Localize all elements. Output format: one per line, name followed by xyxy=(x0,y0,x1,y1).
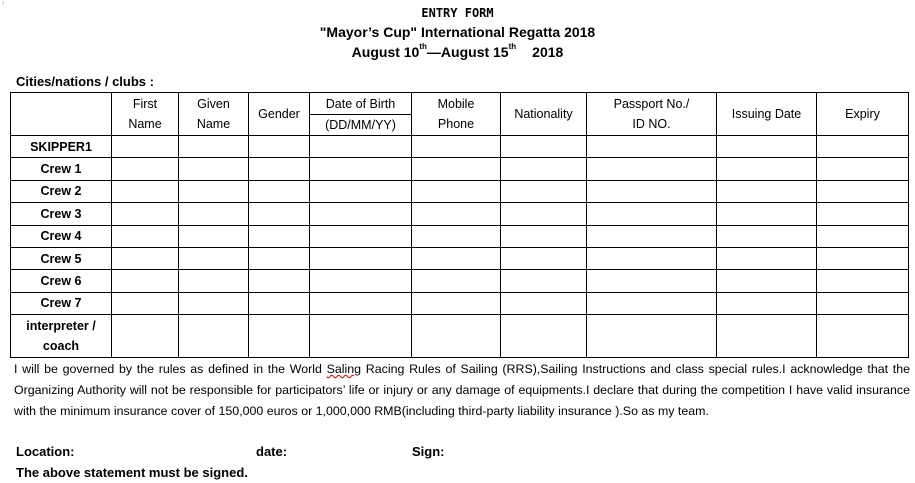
cities-label: Cities/nations / clubs : xyxy=(16,74,154,89)
entry-table xyxy=(10,92,909,358)
location-label: Location: xyxy=(16,444,75,459)
input-cell[interactable] xyxy=(501,225,587,247)
event-name: "Mayor’s Cup" International Regatta 2018 xyxy=(319,24,596,40)
input-cell[interactable] xyxy=(112,136,179,158)
input-cell[interactable] xyxy=(112,225,179,247)
input-cell[interactable] xyxy=(249,225,310,247)
input-cell[interactable] xyxy=(587,158,717,180)
input-cell[interactable] xyxy=(249,158,310,180)
row-label-crew-3: Crew 3 xyxy=(11,203,112,225)
input-cell[interactable] xyxy=(112,203,179,225)
table-header-row xyxy=(11,93,909,136)
date-label: date: xyxy=(256,444,288,459)
row-label-crew-5: Crew 5 xyxy=(11,247,112,269)
input-cell[interactable] xyxy=(310,180,412,202)
input-cell[interactable] xyxy=(112,315,179,358)
form-title: ENTRY FORM xyxy=(421,6,494,20)
row-label-crew-4: Crew 4 xyxy=(11,225,112,247)
row-label-crew-1: Crew 1 xyxy=(11,158,112,180)
input-cell[interactable] xyxy=(412,203,501,225)
input-cell[interactable] xyxy=(412,315,501,358)
header-first-name: First Name xyxy=(112,93,179,136)
input-cell[interactable] xyxy=(587,315,717,358)
input-cell[interactable] xyxy=(179,180,249,202)
table-row xyxy=(11,247,909,269)
input-cell[interactable] xyxy=(179,158,249,180)
header-gender: Gender xyxy=(249,93,310,136)
input-cell[interactable] xyxy=(310,315,412,358)
input-cell[interactable] xyxy=(501,270,587,292)
table-row xyxy=(11,292,909,314)
input-cell[interactable] xyxy=(249,203,310,225)
input-cell[interactable] xyxy=(310,136,412,158)
input-cell[interactable] xyxy=(249,136,310,158)
input-cell[interactable] xyxy=(817,315,909,358)
input-cell[interactable] xyxy=(112,270,179,292)
input-cell[interactable] xyxy=(310,158,412,180)
input-cell[interactable] xyxy=(717,203,817,225)
input-cell[interactable] xyxy=(412,225,501,247)
input-cell[interactable] xyxy=(817,247,909,269)
input-cell[interactable] xyxy=(817,136,909,158)
end-date: August 15 xyxy=(440,44,509,60)
input-cell[interactable] xyxy=(112,247,179,269)
table-row xyxy=(11,180,909,202)
input-cell[interactable] xyxy=(717,158,817,180)
date-dash: — xyxy=(426,44,441,60)
input-cell[interactable] xyxy=(817,270,909,292)
input-cell[interactable] xyxy=(587,203,717,225)
input-cell[interactable] xyxy=(412,247,501,269)
input-cell[interactable] xyxy=(310,247,412,269)
input-cell[interactable] xyxy=(817,225,909,247)
table-row xyxy=(11,158,909,180)
header-mobile-phone: Mobile Phone xyxy=(412,93,501,136)
header-cell-blank xyxy=(11,93,112,136)
input-cell[interactable] xyxy=(717,292,817,314)
input-cell[interactable] xyxy=(501,315,587,358)
misspelled-word: Saling xyxy=(326,362,362,376)
input-cell[interactable] xyxy=(249,247,310,269)
row-label-interpreter-coach: interpreter / coach xyxy=(11,315,112,358)
input-cell[interactable] xyxy=(249,270,310,292)
header-passport-no: Passport No./ ID NO. xyxy=(587,93,717,136)
input-cell[interactable] xyxy=(587,247,717,269)
corner-mark: ı xyxy=(2,0,4,7)
input-cell[interactable] xyxy=(310,270,412,292)
input-cell[interactable] xyxy=(501,136,587,158)
input-cell[interactable] xyxy=(717,225,817,247)
event-dates xyxy=(0,44,915,60)
input-cell[interactable] xyxy=(179,270,249,292)
input-cell[interactable] xyxy=(412,270,501,292)
input-cell[interactable] xyxy=(817,158,909,180)
input-cell[interactable] xyxy=(412,158,501,180)
input-cell[interactable] xyxy=(587,225,717,247)
table-row xyxy=(11,270,909,292)
input-cell[interactable] xyxy=(501,292,587,314)
table-row xyxy=(11,136,909,158)
input-cell[interactable] xyxy=(717,247,817,269)
input-cell[interactable] xyxy=(501,180,587,202)
input-cell[interactable] xyxy=(179,292,249,314)
input-cell[interactable] xyxy=(587,270,717,292)
input-cell[interactable] xyxy=(587,180,717,202)
input-cell[interactable] xyxy=(587,136,717,158)
row-label-skipper1: SKIPPER1 xyxy=(11,136,112,158)
table-row xyxy=(11,225,909,247)
input-cell[interactable] xyxy=(817,180,909,202)
input-cell[interactable] xyxy=(310,225,412,247)
input-cell[interactable] xyxy=(249,180,310,202)
input-cell[interactable] xyxy=(179,225,249,247)
event-year: 2018 xyxy=(532,44,564,60)
input-cell[interactable] xyxy=(112,180,179,202)
input-cell[interactable] xyxy=(717,315,817,358)
input-cell[interactable] xyxy=(249,292,310,314)
row-label-crew-7: Crew 7 xyxy=(11,292,112,314)
header-issuing-date: Issuing Date xyxy=(717,93,817,136)
table-row xyxy=(11,315,909,358)
header-nationality: Nationality xyxy=(501,93,587,136)
input-cell[interactable] xyxy=(249,315,310,358)
input-cell[interactable] xyxy=(501,247,587,269)
header-expiry: Expiry xyxy=(817,93,909,136)
end-date-suffix: th xyxy=(508,42,517,51)
row-label-crew-6: Crew 6 xyxy=(11,270,112,292)
header-given-name: Given Name xyxy=(179,93,249,136)
input-cell[interactable] xyxy=(179,203,249,225)
input-cell[interactable] xyxy=(501,158,587,180)
input-cell[interactable] xyxy=(717,270,817,292)
input-cell[interactable] xyxy=(179,315,249,358)
input-cell[interactable] xyxy=(179,247,249,269)
start-date: August 10 xyxy=(351,44,420,60)
input-cell[interactable] xyxy=(412,292,501,314)
input-cell[interactable] xyxy=(587,292,717,314)
input-cell[interactable] xyxy=(179,136,249,158)
declaration-statement: I will be governed by the rules as defined in the World Saling Racing Rules of Sailing (RRS),Sailing Instructions and class special rules.I acknowledge that the Organizing Authority will not be responsible for participators’ life or injury or any damage of equipments.I declare that during the competition I have valid insurance with the minimum insurance cover of 150,000 euros or 1,000,000 RMB(including third-party liability insurance ).So as my team. xyxy=(14,362,910,418)
input-cell[interactable] xyxy=(717,180,817,202)
table-row xyxy=(11,203,909,225)
input-cell[interactable] xyxy=(112,158,179,180)
input-cell[interactable] xyxy=(817,292,909,314)
input-cell[interactable] xyxy=(112,292,179,314)
input-cell[interactable] xyxy=(412,136,501,158)
header-date-of-birth: Date of Birth (DD/MM/YY) xyxy=(310,93,412,136)
sign-label: Sign: xyxy=(412,444,445,459)
input-cell[interactable] xyxy=(501,203,587,225)
input-cell[interactable] xyxy=(817,203,909,225)
input-cell[interactable] xyxy=(412,180,501,202)
start-date-suffix: th xyxy=(419,42,427,51)
signature-notice: The above statement must be signed. xyxy=(16,465,248,480)
input-cell[interactable] xyxy=(310,203,412,225)
row-label-crew-2: Crew 2 xyxy=(11,180,112,202)
input-cell[interactable] xyxy=(310,292,412,314)
input-cell[interactable] xyxy=(717,136,817,158)
